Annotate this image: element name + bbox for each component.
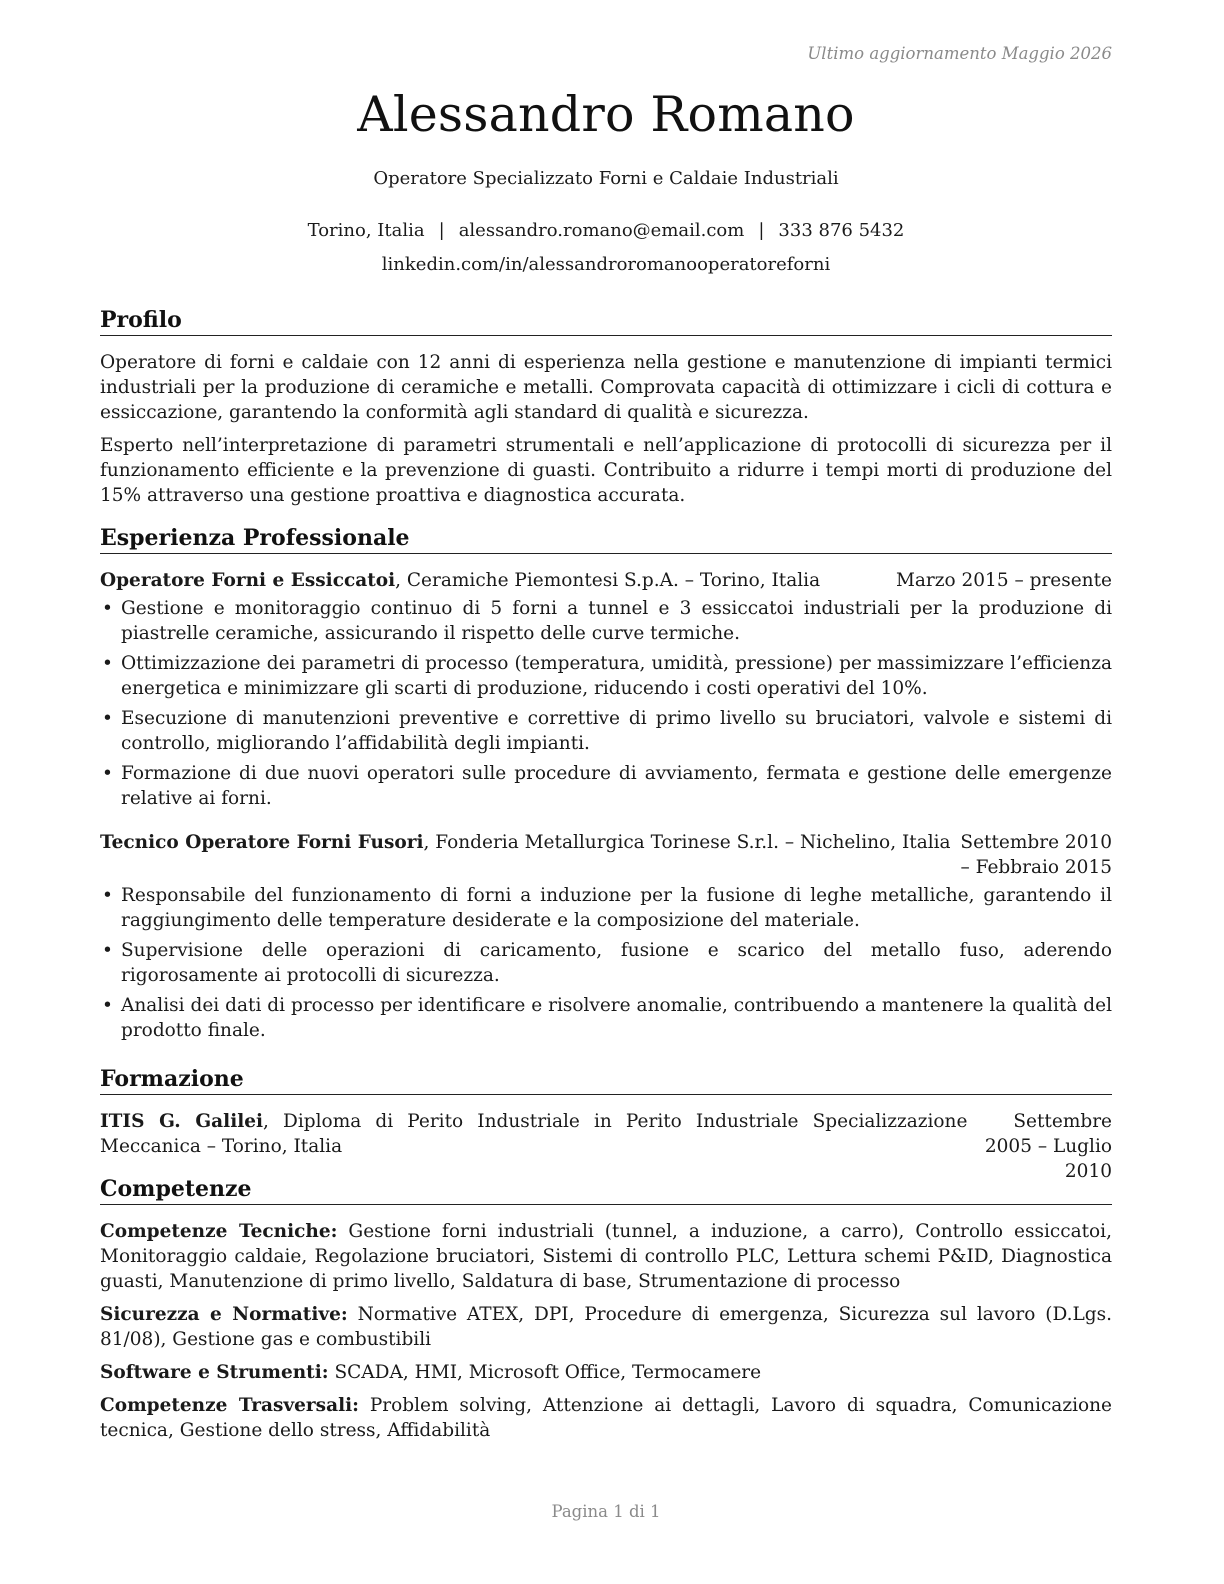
job-company: , Fonderia Metallurgica Torinese S.r.l. – Nichelino, Italia <box>423 832 951 853</box>
list-item <box>100 596 1112 646</box>
skill-label: Sicurezza e Normative: <box>100 1304 348 1325</box>
job-entry <box>100 568 1112 811</box>
job-entry <box>100 830 1112 1043</box>
bullet-icon: • <box>102 763 113 784</box>
skill-group <box>100 1360 1112 1385</box>
candidate-name: Alessandro Romano <box>357 86 855 143</box>
profile-section <box>100 306 1112 508</box>
last-updated: Ultimo aggiornamento Maggio 2026 <box>807 44 1112 63</box>
list-item <box>100 706 1112 756</box>
skill-label: Competenze Tecniche: <box>100 1221 338 1242</box>
page-number: Pagina 1 di 1 <box>551 1502 661 1521</box>
job-dates: Marzo 2015 – presente <box>895 570 1112 591</box>
section-title: Profilo <box>100 306 1112 336</box>
experience-section <box>100 524 1112 1048</box>
bullet-text: Formazione di due nuovi operatori sulle procedure di avviamento, fermata e gestione delle emergenze relative ai forni. <box>121 763 1112 809</box>
skill-text: Gestione forni industriali (tunnel, a induzione, a carro), Controllo essiccatoi, Monitoraggio caldaie, Regolazione bruciatori, Sistemi di controllo PLC, Lettura schemi P&ID, Diagnostica guasti, Manutenzione di primo livello, Saldatura di base, Strumentazione di processo <box>100 1221 1112 1292</box>
skill-label: Software e Strumenti: <box>100 1362 329 1383</box>
school-name: ITIS G. Galilei <box>100 1111 264 1132</box>
phone: 333 876 5432 <box>778 220 905 241</box>
location: Torino, Italia <box>307 220 425 241</box>
skill-group <box>100 1219 1112 1294</box>
skill-text: Problem solving, Attenzione ai dettagli, Lavoro di squadra, Comunicazione tecnica, Gestione dello stress, Affidabilità <box>100 1395 1112 1441</box>
skill-group <box>100 1393 1112 1443</box>
section-title: Competenze <box>100 1175 1112 1205</box>
bullet-text: Supervisione delle operazioni di caricamento, fusione e scarico del metallo fuso, aderendo rigorosamente ai protocolli di sicurezza. <box>121 940 1112 986</box>
bullet-icon: • <box>102 940 113 961</box>
skill-text: Normative ATEX, DPI, Procedure di emergenza, Sicurezza sul lavoro (D.Lgs. 81/08), Gestione gas e combustibili <box>100 1304 1112 1350</box>
section-title: Formazione <box>100 1065 1112 1095</box>
education-section <box>100 1065 1112 1184</box>
resume-page <box>100 0 1112 1584</box>
job-bullets <box>100 883 1112 1043</box>
bullet-icon: • <box>102 653 113 674</box>
bullet-text: Gestione e monitoraggio continuo di 5 forni a tunnel e 3 essiccatoi industriali per la produzione di piastrelle ceramiche, assicurando il rispetto delle curve termiche. <box>121 598 1112 644</box>
list-item <box>100 938 1112 988</box>
education-entry <box>100 1109 1112 1184</box>
bullet-icon: • <box>102 885 113 906</box>
job-bullets <box>100 596 1112 811</box>
contact-line <box>100 220 1112 241</box>
bullet-text: Responsabile del funzionamento di forni a induzione per la fusione di leghe metalliche, garantendo il raggiungimento delle temperature desiderate e la composizione del materiale. <box>121 885 1112 931</box>
skill-group <box>100 1302 1112 1352</box>
bullet-icon: • <box>102 708 113 729</box>
education-dates: Settembre 2005 – Luglio 2010 <box>984 1111 1112 1182</box>
profile-paragraph: Esperto nell’interpretazione di parametri strumentali e nell’applicazione di protocolli di sicurezza per il funzionamento efficiente e la prevenzione di guasti. Contribuito a ridurre i tempi morti di produzione del 15% attraverso una gestione proattiva e diagnostica accurata. <box>100 435 1112 506</box>
job-position: Operatore Forni e Essiccatoi <box>100 570 396 591</box>
job-header <box>100 568 1112 593</box>
bullet-icon: • <box>102 995 113 1016</box>
job-company: , Ceramiche Piemontesi S.p.A. – Torino, Italia <box>395 570 821 591</box>
bullet-text: Analisi dei dati di processo per identificare e risolvere anomalie, contribuendo a mantenere la qualità del prodotto finale. <box>121 995 1112 1041</box>
job-position: Tecnico Operatore Forni Fusori <box>100 832 424 853</box>
separator: | <box>438 220 445 241</box>
email[interactable]: alessandro.romano@email.com <box>458 220 745 241</box>
skills-section <box>100 1175 1112 1451</box>
list-item <box>100 651 1112 701</box>
job-header <box>100 830 1112 880</box>
job-title: Operatore Specializzato Forni e Caldaie Industriali <box>373 168 839 189</box>
list-item <box>100 761 1112 811</box>
job-dates: Settembre 2010 – Febbraio 2015 <box>960 832 1112 878</box>
bullet-text: Esecuzione di manutenzioni preventive e correttive di primo livello su bruciatori, valvole e sistemi di controllo, migliorando l’affidabilità degli impianti. <box>121 708 1112 754</box>
section-title: Esperienza Professionale <box>100 524 1112 554</box>
bullet-text: Ottimizzazione dei parametri di processo (temperatura, umidità, pressione) per massimizzare l’efficienza energetica e minimizzare gli scarti di produzione, riducendo i costi operativi del 10%. <box>121 653 1112 699</box>
profile-paragraph: Operatore di forni e caldaie con 12 anni di esperienza nella gestione e manutenzione di impianti termici industriali per la produzione di ceramiche e metalli. Comprovata capacità di ottimizzare i cicli di cottura e essiccazione, garantendo la conformità agli standard di qualità e sicurezza. <box>100 352 1112 423</box>
list-item <box>100 883 1112 933</box>
skill-label: Competenze Trasversali: <box>100 1395 359 1416</box>
skill-text: SCADA, HMI, Microsoft Office, Termocamere <box>328 1362 762 1383</box>
degree: , Diploma di Perito Industriale in Perito Industriale Specializzazione Meccanica – Torino, Italia <box>100 1111 968 1157</box>
bullet-icon: • <box>102 598 113 619</box>
linkedin-link[interactable]: linkedin.com/in/alessandroromanooperatoreforni <box>381 254 831 275</box>
list-item <box>100 993 1112 1043</box>
separator: | <box>758 220 765 241</box>
